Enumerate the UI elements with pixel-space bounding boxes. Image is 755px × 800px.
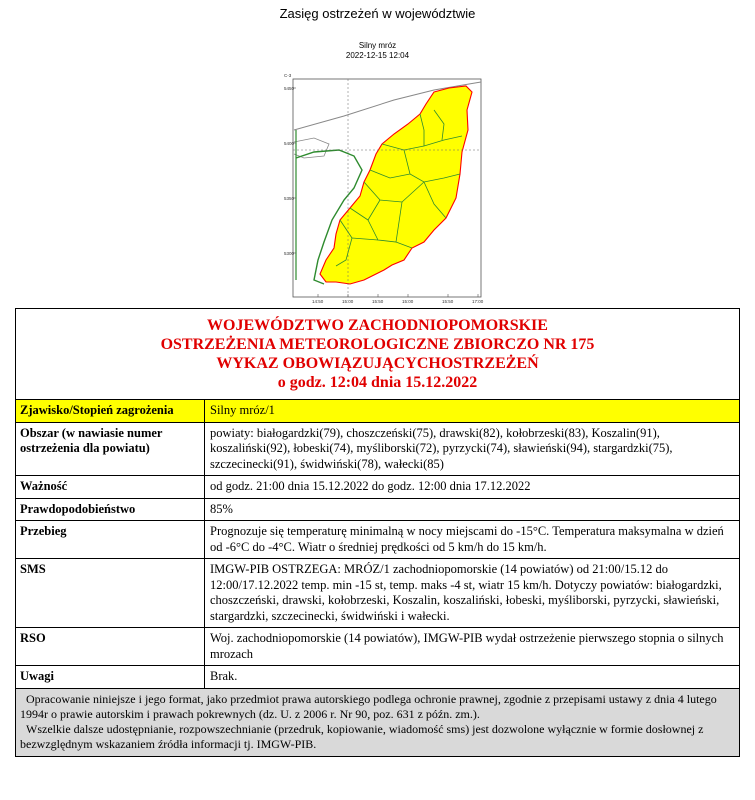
row-label: Zjawisko/Stopień zagrożenia	[16, 400, 205, 422]
page-title: Zasięg ostrzeżeń w województwie	[279, 6, 476, 21]
y-tick-label: 5300	[284, 251, 295, 256]
row-value: powiaty: białogardzki(79), choszczeński(75), drawski(82), kołobrzeski(83), Koszalin(91), koszaliński(92), łobeski(74), myśliborski(72), pyrzycki(74), sławieński(94), stargardzki(75), szczecinecki(91), świdwiński(78), wałecki(85)	[210, 425, 673, 471]
x-tick-label: 14:50	[312, 299, 324, 304]
table-row-phenomenon	[16, 400, 739, 423]
table-row-course	[16, 521, 739, 559]
warning-map	[284, 70, 490, 306]
row-label: Obszar (w nawiasie numer ostrzeżenia dla powiatu)	[16, 423, 205, 476]
header-list-title: WYKAZ OBOWIĄZUJĄCYCHOSTRZEŻEŃ	[216, 355, 539, 372]
warning-document	[15, 308, 740, 757]
table-row-validity	[16, 476, 739, 499]
row-value: Brak.	[210, 669, 238, 683]
document-header	[16, 309, 739, 400]
y-tick-label: 5400	[284, 141, 295, 146]
x-tick-label: 15:00	[342, 299, 354, 304]
header-bulletin-number: OSTRZEŻENIA METEOROLOGICZNE ZBIORCZO NR 175	[160, 336, 595, 353]
x-tick-label: 15:50	[442, 299, 454, 304]
row-label: SMS	[16, 559, 205, 627]
row-label: Prawdopodobieństwo	[16, 499, 205, 521]
copyright-footer	[16, 689, 739, 756]
row-value: Silny mróz/1	[210, 403, 275, 417]
table-row-remarks	[16, 666, 739, 689]
row-value: IMGW-PIB OSTRZEGA: MRÓZ/1 zachodniopomorskie (14 powiatów) od 21:00/15.12 do 12:00/17.12.2022 temp. min -15 st, temp. maks -4 st, wiatr 15 km/h. Dotyczy powiatów: białogardzki, choszczeński, drawski, kołobrzeski, Koszalin, koszaliński, łobeski, myśliborski, pyrzycki, sławieński, stargardzki, szczecinecki, świdwiński i wałecki.	[210, 562, 722, 623]
row-label: RSO	[16, 628, 205, 665]
table-row-area	[16, 423, 739, 477]
row-value: Prognozuje się temperaturę minimalną w nocy miejscami do -15°C. Temperatura maksymalna w dzień od -6°C do -4°C. Wiatr o średniej prędkości od 5 km/h do 15 km/h.	[210, 524, 724, 554]
header-issue-time: o godz. 12:04 dnia 15.12.2022	[277, 374, 478, 391]
table-row-probability	[16, 499, 739, 522]
row-value: 85%	[210, 501, 233, 516]
map-phenomenon: Silny mróz	[358, 41, 397, 50]
row-label: Ważność	[16, 476, 205, 498]
table-row-sms	[16, 559, 739, 628]
y-tick-label: 5350	[284, 196, 295, 201]
map-corner-label: C-3	[284, 73, 292, 78]
row-value: od godz. 21:00 dnia 15.12.2022 do godz. 12:00 dnia 17.12.2022	[210, 479, 531, 493]
copyright-notice: Opracowanie niniejsze i jego format, jako przedmiot prawa autorskiego podlega ochronie prawnej, zgodnie z przepisami ustawy z dnia 4 lutego 1994r o prawie autorskim i prawach pokrewnych (dz. U. z 2006 r. Nr 90, poz. 631 z późn. zm.).	[20, 691, 717, 721]
row-value: Woj. zachodniopomorskie (14 powiatów), IMGW-PIB wydał ostrzeżenie pierwszego stopnia o silnych mrozach	[210, 631, 724, 661]
map-datetime: 2022-12-15 12:04	[345, 51, 410, 60]
x-tick-label: 15:50	[372, 299, 384, 304]
row-label: Uwagi	[16, 666, 205, 688]
row-label: Przebieg	[16, 521, 205, 558]
y-tick-label: 5450	[284, 86, 295, 91]
table-row-rso	[16, 628, 739, 666]
distribution-notice: Wszelkie dalsze udostępnianie, rozpowszechnianie (przedruk, kopiowanie, wiadomość sms) jest dozwolone wyłącznie w formie dosłownej z bezwzględnym wskazaniem źródła informacji tj. IMGW-PIB.	[20, 721, 704, 751]
x-tick-label: 17:00	[472, 299, 484, 304]
header-voivodeship: WOJEWÓDZTWO ZACHODNIOPOMORSKIE	[207, 317, 548, 334]
x-tick-label: 15:00	[402, 299, 414, 304]
